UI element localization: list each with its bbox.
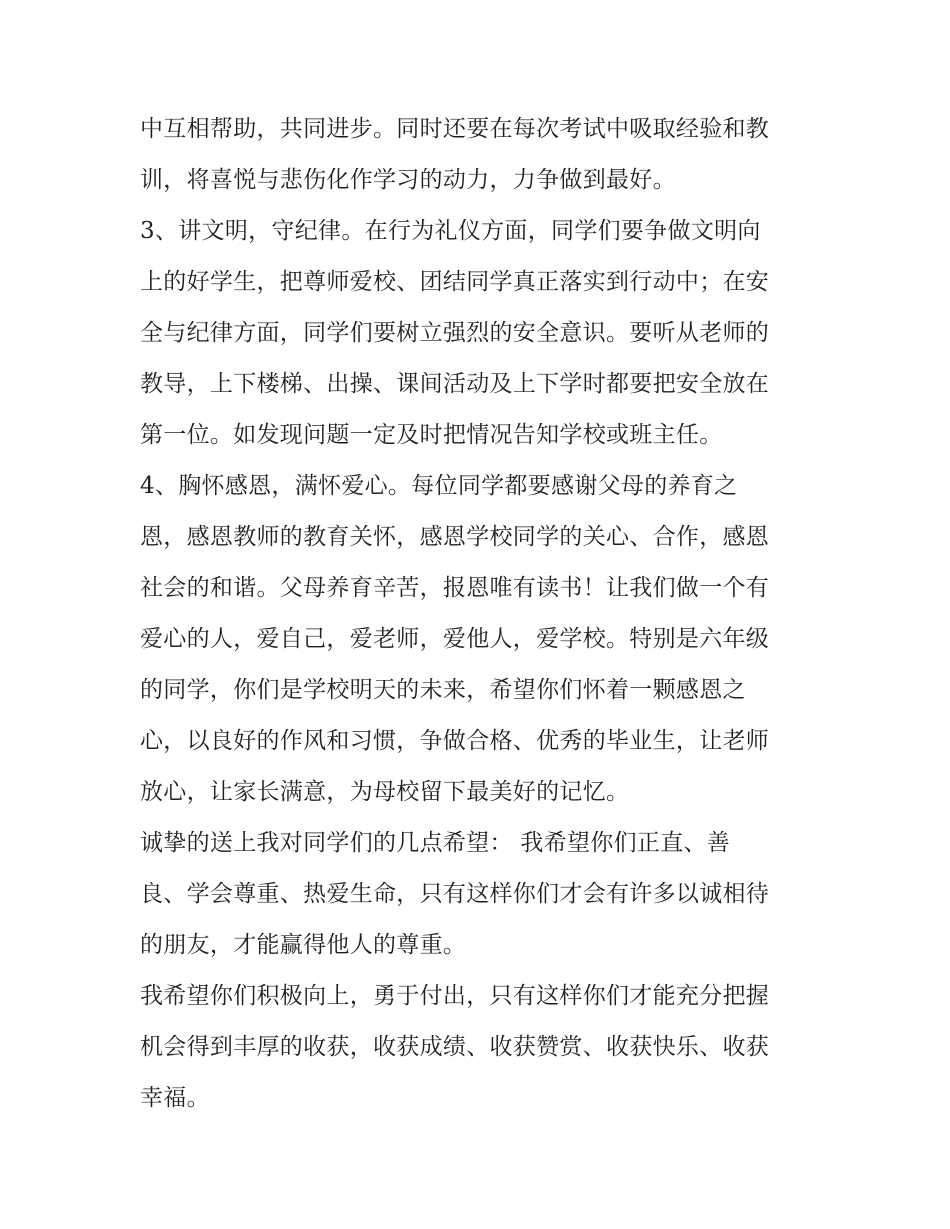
text-line: 全与纪律方面，同学们要树立强烈的安全意识。要听从老师的: [140, 320, 770, 346]
text-line: 良、学会尊重、热爱生命，只有这样你们才会有许多以诚相待: [140, 881, 770, 907]
text-line: 中互相帮助，共同进步。同时还要在每次考试中吸取经验和教: [140, 116, 770, 142]
text-line: 的同学，你们是学校明天的未来，希望你们怀着一颗感恩之: [140, 677, 746, 703]
text-line: 教导，上下楼梯、出操、课间活动及上下学时都要把安全放在: [140, 371, 770, 397]
text-line: 爱心的人，爱自己，爱老师，爱他人，爱学校。特别是六年级: [140, 626, 770, 652]
text-line: 第一位。如发现问题一定及时把情况告知学校或班主任。: [140, 422, 723, 448]
text-line: 4、胸怀感恩，满怀爱心。每位同学都要感谢父母的养育之: [140, 473, 738, 499]
text-line: 心，以良好的作风和习惯，争做合格、优秀的毕业生，让老师: [140, 728, 770, 754]
body-text: [140, 104, 830, 1124]
text-line: 训，将喜悦与悲伤化作学习的动力，力争做到最好。: [140, 167, 676, 193]
text-line: 诚挚的送上我对同学们的几点希望： 我希望你们正直、善: [140, 830, 731, 856]
text-line: 幸福。: [140, 1085, 210, 1111]
text-line: 恩，感恩教师的教育关怀，感恩学校同学的关心、合作，感恩: [140, 524, 770, 550]
text-line: 上的好学生，把尊师爱校、团结同学真正落实到行动中；在安: [140, 269, 770, 295]
text-line: 放心，让家长满意，为母校留下最美好的记忆。: [140, 779, 630, 805]
text-line: 3、讲文明，守纪律。在行为礼仪方面，同学们要争做文明向: [140, 218, 761, 244]
text-line: 的朋友，才能赢得他人的尊重。: [140, 932, 467, 958]
text-line: 我希望你们积极向上，勇于付出，只有这样你们才能充分把握: [140, 983, 770, 1009]
text-line: 社会的和谐。父母养育辛苦，报恩唯有读书！让我们做一个有: [140, 575, 770, 601]
text-line: 机会得到丰厚的收获，收获成绩、收获赞赏、收获快乐、收获: [140, 1034, 770, 1060]
